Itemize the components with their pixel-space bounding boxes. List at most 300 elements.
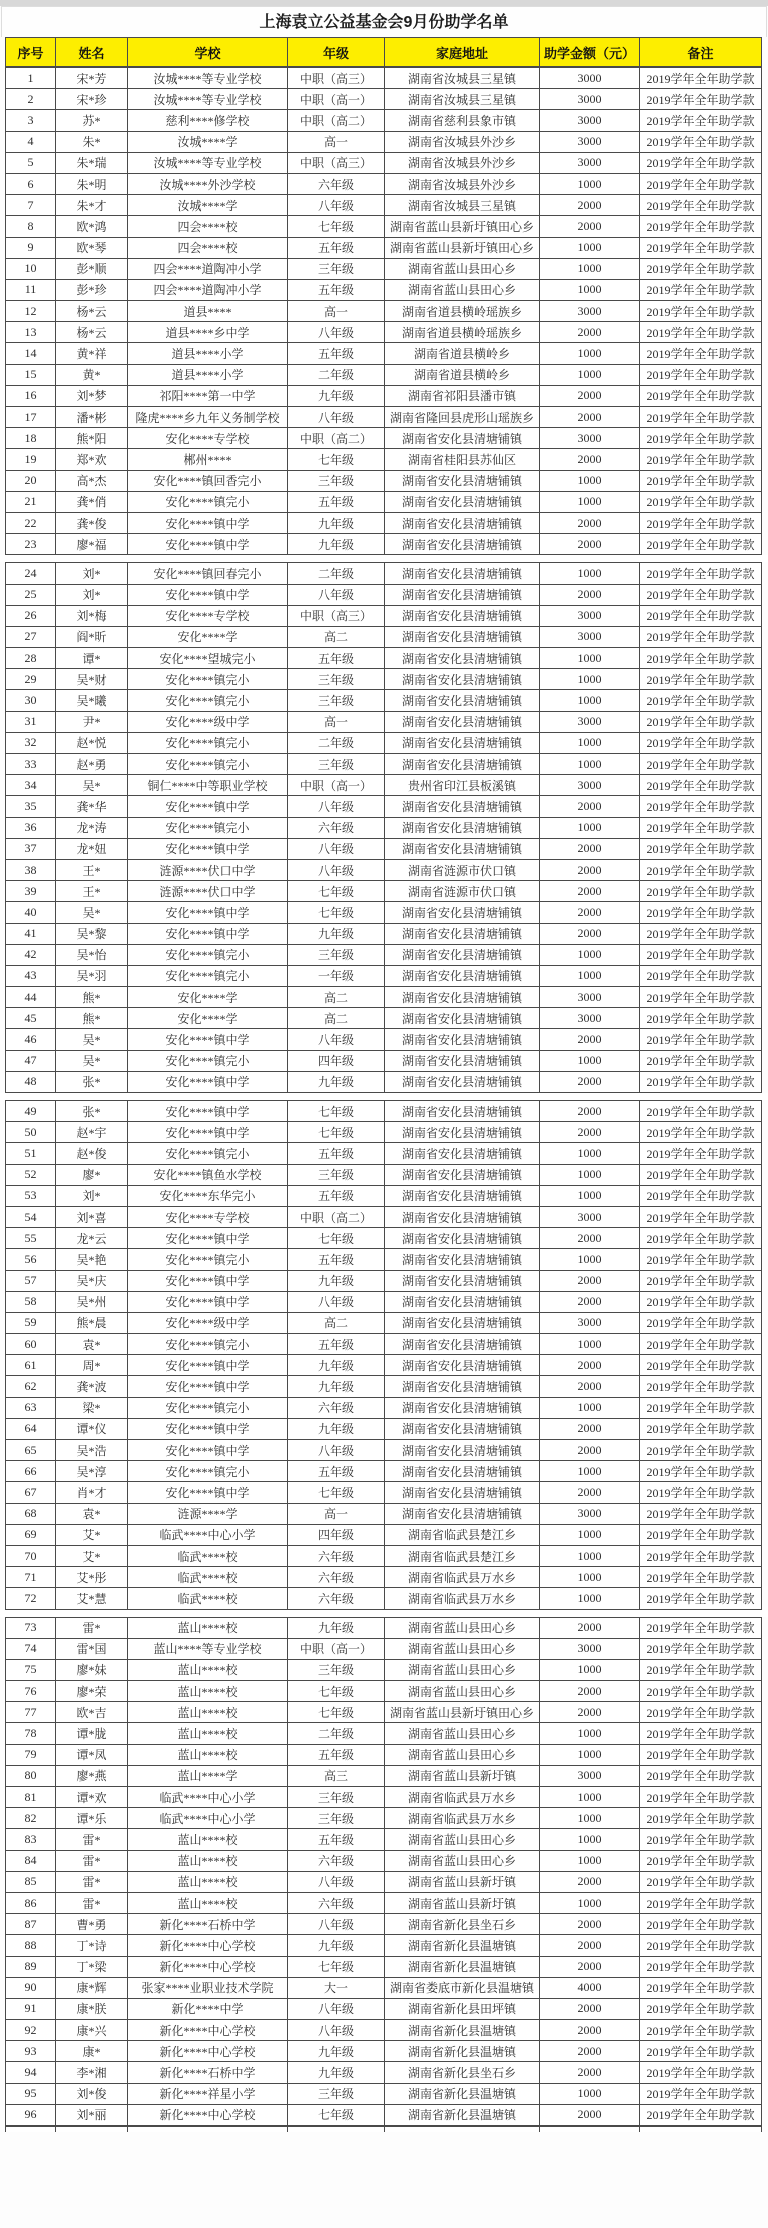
- table-cell: 2000: [540, 1291, 640, 1312]
- table-cell: 安化****镇完小: [128, 1461, 288, 1482]
- table-cell: 2019学年全年助学款: [640, 1723, 762, 1744]
- table-row: [6, 89, 762, 110]
- table-cell: 郴州****: [128, 449, 288, 470]
- table-cell: 安化****镇中学: [128, 1270, 288, 1291]
- table-cell: 湖南省临武县楚江乡: [385, 1545, 540, 1566]
- table-cell: 1000: [540, 1829, 640, 1850]
- table-cell: 湖南省临武县万水乡: [385, 1787, 540, 1808]
- table-cell: 88: [6, 1935, 56, 1956]
- table-cell: 湖南省安化县清塘铺镇: [385, 1376, 540, 1397]
- table-cell: 道县****小学: [128, 343, 288, 364]
- table-cell: 39: [6, 881, 56, 902]
- table-cell: 11: [6, 279, 56, 300]
- table-cell: 刘*丽: [56, 2104, 128, 2125]
- table-cell: 龚*俊: [56, 512, 128, 533]
- table-row: [6, 322, 762, 343]
- table-cell: 八年级: [288, 1440, 385, 1461]
- table-row: [6, 987, 762, 1008]
- table-cell: 龙*云: [56, 1228, 128, 1249]
- table-cell: 雷*: [56, 1617, 128, 1638]
- cropped-empty-cell: [288, 2127, 385, 2133]
- table-cell: 湖南省慈利县象市镇: [385, 110, 540, 131]
- table-cell: 肖*才: [56, 1482, 128, 1503]
- table-cell: 2019学年全年助学款: [640, 1482, 762, 1503]
- table-cell: 1000: [540, 1461, 640, 1482]
- table-cell: 2019学年全年助学款: [640, 902, 762, 923]
- table-cell: 廖*: [56, 1164, 128, 1185]
- table-cell: 艾*彤: [56, 1567, 128, 1588]
- table-cell: 2019学年全年助学款: [640, 1355, 762, 1376]
- table-cell: 艾*: [56, 1524, 128, 1545]
- table-cell: 2019学年全年助学款: [640, 1765, 762, 1786]
- table-cell: 二年级: [288, 563, 385, 584]
- table-cell: 2019学年全年助学款: [640, 1871, 762, 1892]
- table-cell: 湖南省安化县清塘铺镇: [385, 1228, 540, 1249]
- table-cell: 新化****中心学校: [128, 2041, 288, 2062]
- table-cell: 湖南省安化县清塘铺镇: [385, 1101, 540, 1122]
- table-row: [6, 1206, 762, 1227]
- table-cell: 86: [6, 1892, 56, 1913]
- table-cell: 1000: [540, 491, 640, 512]
- table-cell: 1000: [540, 2083, 640, 2104]
- table-cell: 湖南省安化县清塘铺镇: [385, 1122, 540, 1143]
- column-header-2: 学校: [128, 38, 288, 67]
- table-cell: 康*兴: [56, 2020, 128, 2041]
- table-cell: 2019学年全年助学款: [640, 648, 762, 669]
- table-cell: 彭*顺: [56, 258, 128, 279]
- table-cell: 65: [6, 1440, 56, 1461]
- table-cell: 44: [6, 987, 56, 1008]
- table-cell: 湖南省安化县清塘铺镇: [385, 563, 540, 584]
- table-cell: 2019学年全年助学款: [640, 1935, 762, 1956]
- table-row: [6, 195, 762, 216]
- table-cell: 2000: [540, 2062, 640, 2083]
- table-cell: 汝城****等专业学校: [128, 89, 288, 110]
- table-cell: 张*: [56, 1071, 128, 1092]
- table-cell: 安化****专学校: [128, 428, 288, 449]
- table-cell: 四年级: [288, 1050, 385, 1071]
- table-cell: 安化****镇中学: [128, 1355, 288, 1376]
- table-cell: 58: [6, 1291, 56, 1312]
- table-cell: 湖南省新化县坐石乡: [385, 2062, 540, 2083]
- table-cell: 2000: [540, 1355, 640, 1376]
- table-cell: 湖南省道县横岭乡: [385, 364, 540, 385]
- table-cell: 湖南省安化县清塘铺镇: [385, 1206, 540, 1227]
- table-cell: 康*辉: [56, 1977, 128, 1998]
- table-cell: 朱*: [56, 131, 128, 152]
- table-cell: 2019学年全年助学款: [640, 1567, 762, 1588]
- table-cell: 2000: [540, 407, 640, 428]
- table-cell: 2000: [540, 1101, 640, 1122]
- table-cell: 高一: [288, 1503, 385, 1524]
- cropped-row-table: [5, 2126, 762, 2132]
- table-cell: 雷*: [56, 1871, 128, 1892]
- table-cell: 2000: [540, 881, 640, 902]
- table-cell: 龚*波: [56, 1376, 128, 1397]
- table-cell: 2019学年全年助学款: [640, 407, 762, 428]
- table-cell: 谭*欢: [56, 1787, 128, 1808]
- table-cell: 1000: [540, 669, 640, 690]
- table-cell: 15: [6, 364, 56, 385]
- table-cell: 刘*梅: [56, 605, 128, 626]
- table-cell: 2019学年全年助学款: [640, 385, 762, 406]
- table-cell: 湖南省安化县清塘铺镇: [385, 1503, 540, 1524]
- table-row: [6, 1228, 762, 1249]
- table-cell: 27: [6, 626, 56, 647]
- table-row: [6, 1050, 762, 1071]
- table-cell: 38: [6, 859, 56, 880]
- table-cell: 安化****镇中学: [128, 838, 288, 859]
- table-row: [6, 1998, 762, 2019]
- table-cell: 王*: [56, 881, 128, 902]
- table-cell: 杨*云: [56, 322, 128, 343]
- table-cell: 蓝山****校: [128, 1659, 288, 1680]
- table-row: [6, 1397, 762, 1418]
- table-row: [6, 1524, 762, 1545]
- table-cell: 81: [6, 1787, 56, 1808]
- table-cell: 2019学年全年助学款: [640, 1270, 762, 1291]
- table-cell: 2019学年全年助学款: [640, 944, 762, 965]
- table-cell: 曹*勇: [56, 1914, 128, 1935]
- table-row: [6, 1871, 762, 1892]
- table-cell: 中职（高三）: [288, 152, 385, 173]
- table-cell: 1000: [540, 1050, 640, 1071]
- table-cell: 湖南省安化县清塘铺镇: [385, 512, 540, 533]
- table-cell: 2000: [540, 1071, 640, 1092]
- table-cell: 三年级: [288, 1164, 385, 1185]
- table-cell: 一年级: [288, 965, 385, 986]
- table-cell: 八年级: [288, 1871, 385, 1892]
- table-cell: 蓝山****校: [128, 1723, 288, 1744]
- table-cell: 湖南省安化县清塘铺镇: [385, 690, 540, 711]
- table-cell: 2019学年全年助学款: [640, 1524, 762, 1545]
- table-cell: 三年级: [288, 944, 385, 965]
- table-row: [6, 1029, 762, 1050]
- table-row: [6, 1617, 762, 1638]
- table-row: [6, 1071, 762, 1092]
- table-cell: 三年级: [288, 690, 385, 711]
- table-cell: 2000: [540, 216, 640, 237]
- table-cell: 1000: [540, 1787, 640, 1808]
- table-cell: 二年级: [288, 364, 385, 385]
- table-cell: 五年级: [288, 1185, 385, 1206]
- table-cell: 8: [6, 216, 56, 237]
- table-cell: 新化****祥星小学: [128, 2083, 288, 2104]
- table-cell: 55: [6, 1228, 56, 1249]
- table-cell: 湖南省蓝山县田心乡: [385, 1617, 540, 1638]
- table-cell: 八年级: [288, 838, 385, 859]
- table-cell: 湖南省临武县楚江乡: [385, 1524, 540, 1545]
- table-cell: 二年级: [288, 1723, 385, 1744]
- table-row: [6, 1659, 762, 1680]
- table-row: [6, 470, 762, 491]
- table-cell: 安化****镇完小: [128, 669, 288, 690]
- table-cell: 龚*华: [56, 796, 128, 817]
- table-cell: 湖南省汝城县外沙乡: [385, 173, 540, 194]
- table-cell: 1000: [540, 279, 640, 300]
- table-cell: 八年级: [288, 1029, 385, 1050]
- table-cell: 2019学年全年助学款: [640, 1029, 762, 1050]
- table-cell: 2019学年全年助学款: [640, 690, 762, 711]
- table-cell: 潘*彬: [56, 407, 128, 428]
- table-cell: 湖南省新化县温塘镇: [385, 1935, 540, 1956]
- table-cell: 安化****镇中学: [128, 534, 288, 555]
- table-cell: 2000: [540, 1418, 640, 1439]
- table-cell: 37: [6, 838, 56, 859]
- table-cell: 湖南省安化县清塘铺镇: [385, 1461, 540, 1482]
- table-cell: 41: [6, 923, 56, 944]
- table-cell: 2019学年全年助学款: [640, 2041, 762, 2062]
- table-cell: 涟源****伏口中学: [128, 859, 288, 880]
- table-cell: 临武****校: [128, 1545, 288, 1566]
- table-cell: 湖南省安化县清塘铺镇: [385, 1312, 540, 1333]
- table-cell: 七年级: [288, 2104, 385, 2125]
- table-cell: 1000: [540, 1588, 640, 1609]
- table-cell: 祁阳****第一中学: [128, 385, 288, 406]
- table-cell: 湖南省新化县田坪镇: [385, 1998, 540, 2019]
- table-cell: 蓝山****校: [128, 1744, 288, 1765]
- table-cell: 湖南省安化县清塘铺镇: [385, 711, 540, 732]
- table-cell: 蓝山****校: [128, 1681, 288, 1702]
- table-cell: 72: [6, 1588, 56, 1609]
- table-cell: 3000: [540, 1765, 640, 1786]
- table-row: [6, 216, 762, 237]
- table-cell: 熊*: [56, 987, 128, 1008]
- table-cell: 42: [6, 944, 56, 965]
- table-cell: 朱*才: [56, 195, 128, 216]
- table-cell: 雷*: [56, 1850, 128, 1871]
- table-row: [6, 859, 762, 880]
- table-row: [6, 1482, 762, 1503]
- table-cell: 王*: [56, 859, 128, 880]
- table-cell: 10: [6, 258, 56, 279]
- table-cell: 2000: [540, 1482, 640, 1503]
- table-cell: 82: [6, 1808, 56, 1829]
- table-cell: 66: [6, 1461, 56, 1482]
- table-cell: 湖南省蓝山县田心乡: [385, 258, 540, 279]
- table-cell: 刘*: [56, 584, 128, 605]
- table-cell: 湖南省安化县清塘铺镇: [385, 648, 540, 669]
- table-cell: 龙*涛: [56, 817, 128, 838]
- table-cell: 安化****学: [128, 626, 288, 647]
- table-cell: 1000: [540, 343, 640, 364]
- table-cell: 高一: [288, 301, 385, 322]
- table-cell: 吴*黎: [56, 923, 128, 944]
- table-cell: 谭*: [56, 648, 128, 669]
- table-cell: 贵州省印江县板溪镇: [385, 775, 540, 796]
- table-cell: 新化****中心学校: [128, 1935, 288, 1956]
- table-cell: 欧*琴: [56, 237, 128, 258]
- table-row: [6, 1765, 762, 1786]
- table-cell: 95: [6, 2083, 56, 2104]
- table-cell: 3000: [540, 1206, 640, 1227]
- header-row: [6, 38, 762, 67]
- table-cell: 安化****东华完小: [128, 1185, 288, 1206]
- table-cell: 吴*曦: [56, 690, 128, 711]
- table-cell: 2019学年全年助学款: [640, 1071, 762, 1092]
- table-cell: 1000: [540, 258, 640, 279]
- table-cell: 2000: [540, 1122, 640, 1143]
- table-cell: 2019学年全年助学款: [640, 732, 762, 753]
- table-cell: 安化****镇完小: [128, 690, 288, 711]
- column-header-0: 序号: [6, 38, 56, 67]
- table-cell: 艾*: [56, 1545, 128, 1566]
- table-cell: 蓝山****校: [128, 1850, 288, 1871]
- table-cell: 八年级: [288, 859, 385, 880]
- table-cell: 赵*俊: [56, 1143, 128, 1164]
- table-cell: 63: [6, 1397, 56, 1418]
- table-cell: 57: [6, 1270, 56, 1291]
- table-row: [6, 1291, 762, 1312]
- table-cell: 1000: [540, 1808, 640, 1829]
- table-row: [6, 512, 762, 533]
- table-cell: 湖南省新化县温塘镇: [385, 2020, 540, 2041]
- table-cell: 九年级: [288, 2041, 385, 2062]
- table-cell: 湖南省安化县清塘铺镇: [385, 923, 540, 944]
- table-cell: 安化****学: [128, 1008, 288, 1029]
- table-cell: 1000: [540, 1567, 640, 1588]
- table-cell: 湖南省汝城县三星镇: [385, 89, 540, 110]
- table-cell: 安化****专学校: [128, 1206, 288, 1227]
- table-cell: 谭*乐: [56, 1808, 128, 1829]
- table-cell: 60: [6, 1334, 56, 1355]
- table-cell: 熊*阳: [56, 428, 128, 449]
- table-cell: 47: [6, 1050, 56, 1071]
- table-cell: 2000: [540, 449, 640, 470]
- table-cell: 三年级: [288, 2083, 385, 2104]
- table-cell: 湖南省汝城县外沙乡: [385, 131, 540, 152]
- table-cell: 五年级: [288, 648, 385, 669]
- table-row: [6, 428, 762, 449]
- table-row: [6, 131, 762, 152]
- table-cell: 安化****镇中学: [128, 1482, 288, 1503]
- table-cell: 九年级: [288, 1270, 385, 1291]
- table-cell: 八年级: [288, 584, 385, 605]
- cropped-empty-cell: [6, 2127, 56, 2133]
- table-cell: 蓝山****校: [128, 1702, 288, 1723]
- table-row: [6, 1164, 762, 1185]
- table-cell: 中职（高二）: [288, 1206, 385, 1227]
- table-cell: 2019学年全年助学款: [640, 838, 762, 859]
- table-cell: 安化****镇中学: [128, 923, 288, 944]
- table-cell: 52: [6, 1164, 56, 1185]
- table-cell: 李*湘: [56, 2062, 128, 2083]
- table-row: [6, 237, 762, 258]
- table-cell: 道县****小学: [128, 364, 288, 385]
- table-row: [6, 584, 762, 605]
- table-row: [6, 1935, 762, 1956]
- table-cell: 3: [6, 110, 56, 131]
- table-row: [6, 1977, 762, 1998]
- section-break: [0, 1093, 768, 1100]
- table-cell: 6: [6, 173, 56, 194]
- table-cell: 2019学年全年助学款: [640, 1440, 762, 1461]
- table-cell: 临武****中心小学: [128, 1808, 288, 1829]
- table-cell: 3000: [540, 711, 640, 732]
- table-cell: 三年级: [288, 258, 385, 279]
- table-cell: 14: [6, 343, 56, 364]
- table-cell: 85: [6, 1871, 56, 1892]
- column-header-4: 家庭地址: [385, 38, 540, 67]
- table-cell: 袁*: [56, 1334, 128, 1355]
- table-cell: 七年级: [288, 902, 385, 923]
- table-cell: 八年级: [288, 407, 385, 428]
- table-cell: 湖南省蓝山县新圩镇田心乡: [385, 1702, 540, 1723]
- table-cell: 湖南省安化县清塘铺镇: [385, 796, 540, 817]
- table-cell: 1000: [540, 1334, 640, 1355]
- table-cell: 2000: [540, 385, 640, 406]
- table-row: [6, 364, 762, 385]
- table-cell: 2019学年全年助学款: [640, 258, 762, 279]
- table-cell: 八年级: [288, 322, 385, 343]
- page-title: 上海袁立公益基金会9月份助学名单: [1, 6, 767, 37]
- table-cell: 安化****镇中学: [128, 1071, 288, 1092]
- table-cell: 2019学年全年助学款: [640, 68, 762, 89]
- table-cell: 七年级: [288, 1101, 385, 1122]
- table-cell: 湖南省安化县清塘铺镇: [385, 1029, 540, 1050]
- table-cell: 2019学年全年助学款: [640, 1850, 762, 1871]
- table-cell: 40: [6, 902, 56, 923]
- table-row: [6, 2020, 762, 2041]
- table-cell: 2019学年全年助学款: [640, 1588, 762, 1609]
- table-cell: 赵*勇: [56, 754, 128, 775]
- table-cell: 1000: [540, 1850, 640, 1871]
- table-cell: 2019学年全年助学款: [640, 1787, 762, 1808]
- table-cell: 3000: [540, 1008, 640, 1029]
- table-cell: 八年级: [288, 1291, 385, 1312]
- table-cell: 2019学年全年助学款: [640, 1291, 762, 1312]
- table-cell: 安化****级中学: [128, 1312, 288, 1333]
- table-cell: 湖南省隆回县虎形山瑶族乡: [385, 407, 540, 428]
- table-row: [6, 1567, 762, 1588]
- table-row: [6, 1914, 762, 1935]
- table-cell: 3000: [540, 605, 640, 626]
- table-cell: 湖南省安化县清塘铺镇: [385, 1355, 540, 1376]
- table-cell: 25: [6, 584, 56, 605]
- table-cell: 湖南省道县横岭乡: [385, 343, 540, 364]
- table-cell: 九年级: [288, 1071, 385, 1092]
- table-cell: 慈利****修学校: [128, 110, 288, 131]
- table-cell: 湖南省新化县温塘镇: [385, 1956, 540, 1977]
- table-row: [6, 2062, 762, 2083]
- table-cell: 34: [6, 775, 56, 796]
- table-cell: 61: [6, 1355, 56, 1376]
- table-cell: 吴*: [56, 902, 128, 923]
- table-cell: 3000: [540, 110, 640, 131]
- table-cell: 中职（高一）: [288, 89, 385, 110]
- table-cell: 湖南省新化县温塘镇: [385, 2041, 540, 2062]
- table-cell: 龚*俏: [56, 491, 128, 512]
- table-cell: 2019学年全年助学款: [640, 364, 762, 385]
- table-cell: 33: [6, 754, 56, 775]
- table-row: [6, 68, 762, 89]
- table-cell: 湖南省临武县万水乡: [385, 1567, 540, 1588]
- table-cell: 2019学年全年助学款: [640, 301, 762, 322]
- table-row: [6, 965, 762, 986]
- table-cell: 湖南省涟源市伏口镇: [385, 859, 540, 880]
- table-cell: 2000: [540, 584, 640, 605]
- table-cell: 谭*凤: [56, 1744, 128, 1765]
- table-cell: 2000: [540, 1270, 640, 1291]
- table-row: [6, 1355, 762, 1376]
- table-cell: 2000: [540, 534, 640, 555]
- table-cell: 91: [6, 1998, 56, 2019]
- table-cell: 六年级: [288, 817, 385, 838]
- table-cell: 2000: [540, 1914, 640, 1935]
- table-cell: 96: [6, 2104, 56, 2125]
- table-cell: 安化****镇中学: [128, 512, 288, 533]
- table-cell: 湖南省蓝山县田心乡: [385, 1744, 540, 1765]
